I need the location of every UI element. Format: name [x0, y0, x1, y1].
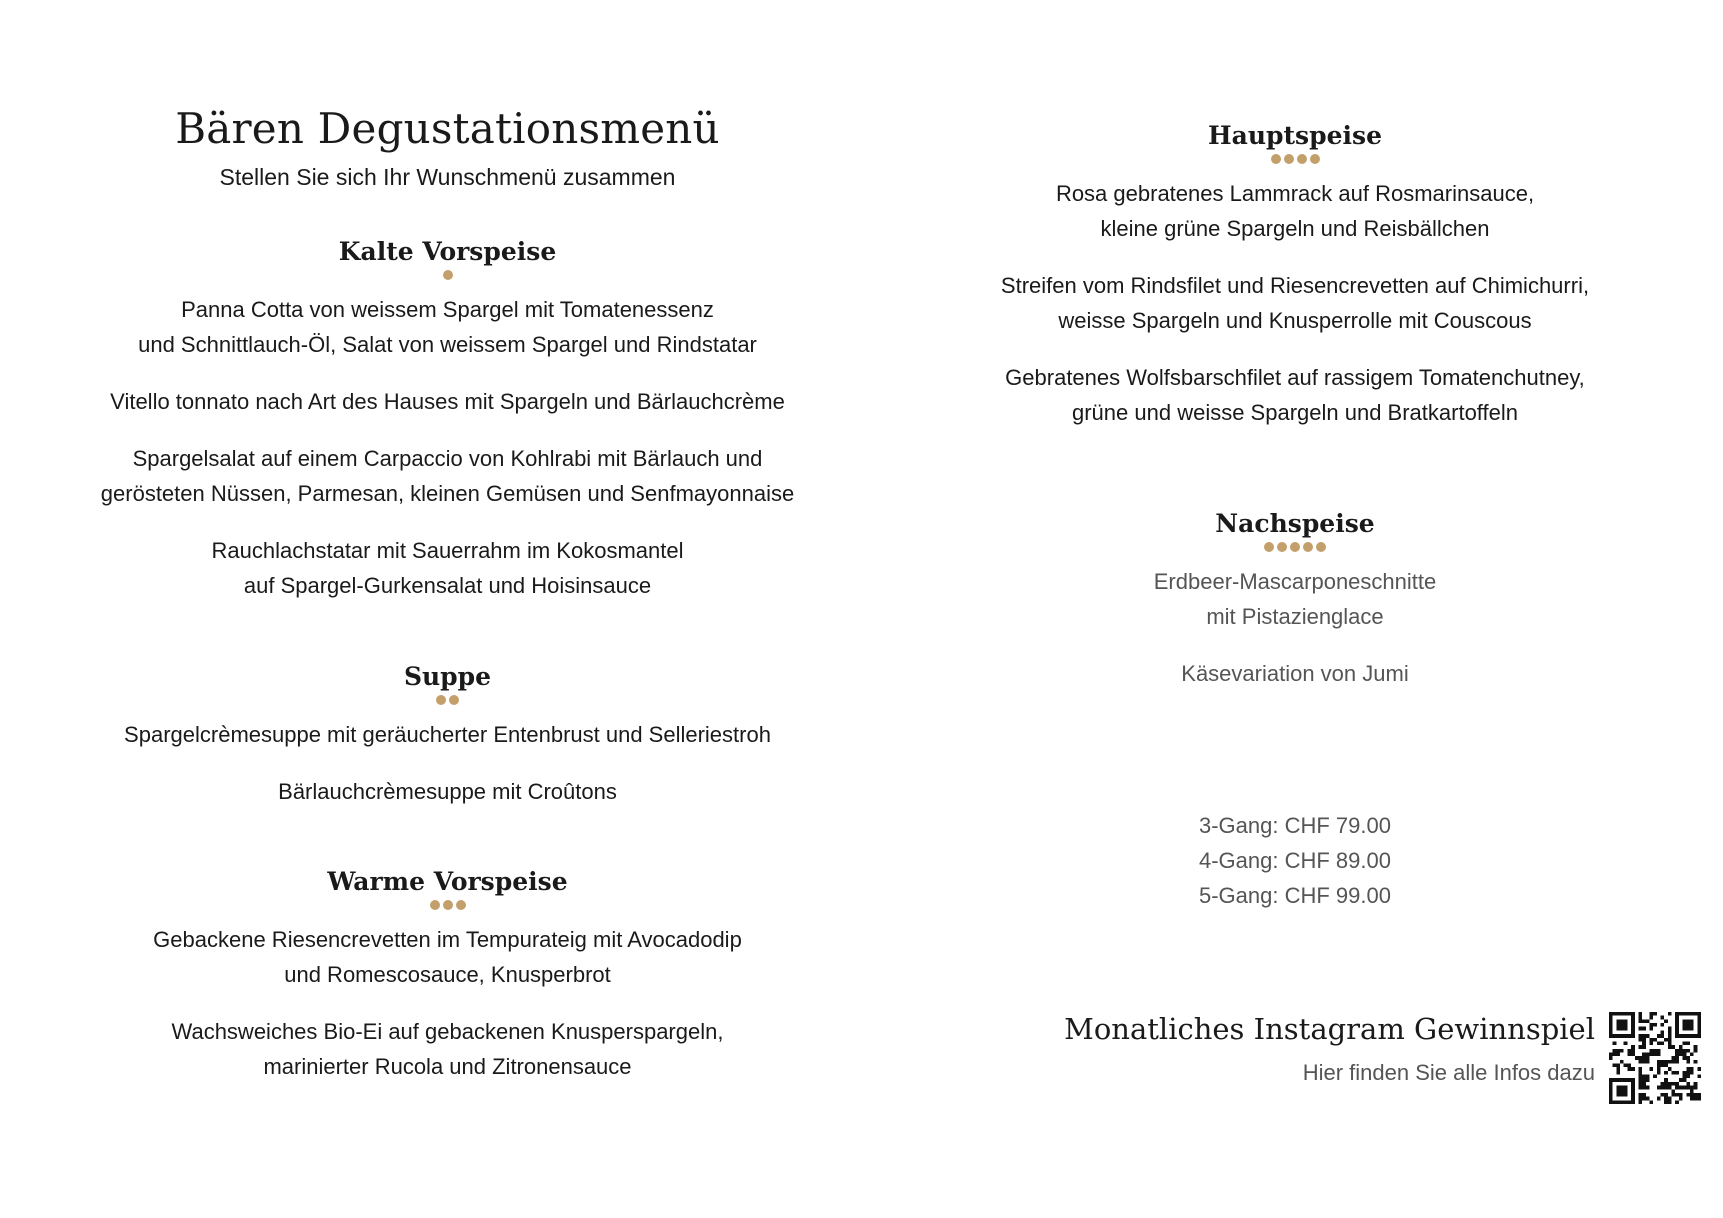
- dot-icon: [443, 900, 453, 910]
- dot-icon: [430, 900, 440, 910]
- price-5-gang: 5-Gang: CHF 99.00: [1199, 883, 1391, 908]
- dot-icon: [1277, 542, 1287, 552]
- dot-icon: [1284, 154, 1294, 164]
- price-4-gang: 4-Gang: CHF 89.00: [1199, 848, 1391, 873]
- dot-icon: [436, 695, 446, 705]
- dot-icon: [1264, 542, 1274, 552]
- dish-line: mit Pistazienglace: [1206, 604, 1384, 629]
- dish-item: [930, 176, 1660, 246]
- dish-item: [0, 922, 895, 992]
- price-list: [930, 808, 1660, 913]
- dot-icon: [1271, 154, 1281, 164]
- qr-code-icon[interactable]: [1609, 1012, 1701, 1104]
- dish-line: Rosa gebratenes Lammrack auf Rosmarinsauce,: [1055, 181, 1535, 206]
- dish-line: Panna Cotta von weissem Spargel mit Tomatenessenz: [181, 297, 714, 322]
- dot-icon: [443, 270, 453, 280]
- dot-icon: [1297, 154, 1307, 164]
- dish-line: gerösteten Nüssen, Parmesan, kleinen Gemüsen und Senfmayonnaise: [100, 481, 795, 506]
- dot-icon: [1290, 542, 1300, 552]
- dish-line: Erdbeer-Mascarponeschnitte: [1153, 569, 1437, 594]
- instagram-title: Monatliches Instagram Gewinnspiel: [1064, 1012, 1595, 1046]
- course-dots: [930, 154, 1660, 170]
- section-heading: Nachspeise: [1215, 509, 1375, 538]
- dot-icon: [1303, 542, 1313, 552]
- page-subtitle: Stellen Sie sich Ihr Wunschmenü zusammen: [219, 164, 676, 190]
- section-nachspeise: [930, 508, 1660, 713]
- dish-item: [930, 360, 1660, 430]
- section-kalte-vorspeise: [0, 236, 895, 625]
- section-heading: Hauptspeise: [1208, 121, 1382, 150]
- dish-line: Spargelsalat auf einem Carpaccio von Kohlrabi mit Bärlauch und: [132, 446, 763, 471]
- dish-item: [0, 441, 895, 511]
- price-3-gang: 3-Gang: CHF 79.00: [1199, 813, 1391, 838]
- dish-line: grüne und weisse Spargeln und Bratkartoffeln: [1072, 400, 1518, 425]
- course-dots: [0, 695, 895, 711]
- section-suppe: [0, 661, 895, 831]
- dish-item: [0, 774, 895, 809]
- dish-line: Rauchlachstatar mit Sauerrahm im Kokosmantel: [211, 538, 684, 563]
- dish-item: [0, 533, 895, 603]
- instagram-promo: [993, 1012, 1723, 1112]
- dish-item: [0, 384, 895, 419]
- dish-line: weisse Spargeln und Knusperrolle mit Couscous: [1058, 308, 1532, 333]
- dish-line: Streifen vom Rindsfilet und Riesencrevetten auf Chimichurri,: [1000, 273, 1590, 298]
- dish-line: und Romescosauce, Knusperbrot: [284, 962, 611, 987]
- dot-icon: [456, 900, 466, 910]
- instagram-subtitle: Hier finden Sie alle Infos dazu: [1302, 1060, 1595, 1085]
- dish-item: [930, 656, 1660, 691]
- dish-line: Wachsweiches Bio-Ei auf gebackenen Knusperspargeln,: [171, 1019, 724, 1044]
- section-warme-vorspeise: [0, 866, 895, 1106]
- dish-line: Spargelcrèmesuppe mit geräucherter Entenbrust und Selleriestroh: [124, 722, 771, 747]
- dish-line: Gebackene Riesencrevetten im Tempurateig mit Avocadodip: [153, 927, 742, 952]
- dot-icon: [1310, 154, 1320, 164]
- dish-item: [930, 564, 1660, 634]
- dish-item: [0, 1014, 895, 1084]
- dish-line: Vitello tonnato nach Art des Hauses mit Spargeln und Bärlauchcrème: [110, 389, 785, 414]
- course-dots: [0, 270, 895, 286]
- page-title: Bären Degustationsmenü: [175, 104, 720, 153]
- course-dots: [0, 900, 895, 916]
- section-heading: Suppe: [403, 662, 492, 691]
- dish-line: und Schnittlauch-Öl, Salat von weissem Spargel und Rindstatar: [138, 332, 757, 357]
- dot-icon: [1316, 542, 1326, 552]
- section-heading: Warme Vorspeise: [327, 867, 568, 896]
- dish-line: Bärlauchcrèmesuppe mit Croûtons: [278, 779, 617, 804]
- course-dots: [930, 542, 1660, 558]
- section-heading: Kalte Vorspeise: [338, 237, 557, 266]
- dish-item: [0, 292, 895, 362]
- section-hauptspeise: [930, 120, 1660, 452]
- dish-line: kleine grüne Spargeln und Reisbällchen: [1100, 216, 1490, 241]
- dot-icon: [449, 695, 459, 705]
- dish-line: marinierter Rucola und Zitronensauce: [263, 1054, 632, 1079]
- dish-item: [0, 717, 895, 752]
- dish-line: auf Spargel-Gurkensalat und Hoisinsauce: [243, 573, 652, 598]
- dish-line: Käsevariation von Jumi: [1181, 661, 1409, 686]
- dish-item: [930, 268, 1660, 338]
- dish-line: Gebratenes Wolfsbarschfilet auf rassigem Tomatenchutney,: [1005, 365, 1585, 390]
